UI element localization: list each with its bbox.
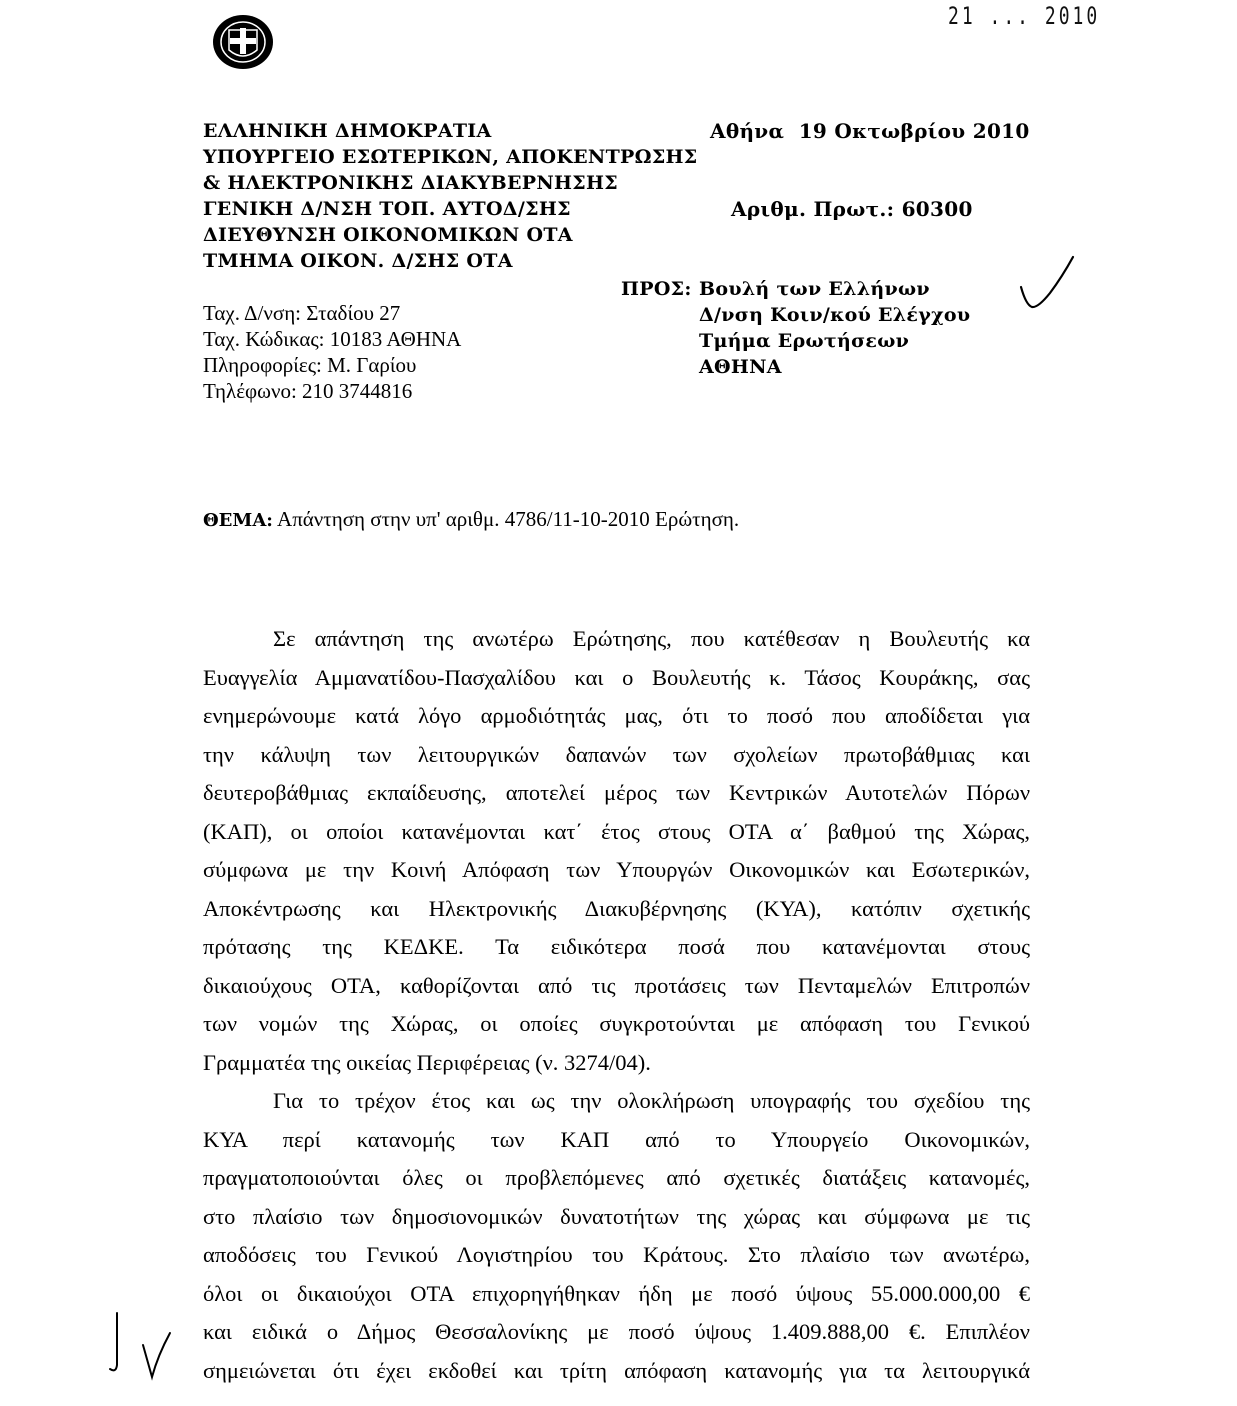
body-line: πρότασης της ΚΕΔΚΕ. Τα ειδικότερα ποσά που κατανέμονται στους xyxy=(203,934,1030,959)
contact-info-person: Πληροφορίες: Μ. Γαρίου xyxy=(203,353,417,377)
recipient-block xyxy=(621,276,970,380)
body-line: αποδόσεις του Γενικού Λογιστηρίου του Κράτους. Στο πλαίσιο των ανωτέρω, xyxy=(203,1242,1030,1267)
body-line: όλοι οι δικαιούχοι ΟΤΑ επιχορηγήθηκαν ήδη με ποσό ύψους 55.000.000,00 € xyxy=(203,1280,1030,1306)
sender-header xyxy=(203,118,698,274)
sender-line: ΔΙΕΥΘΥΝΣΗ ΟΙΚΟΝΟΜΙΚΩΝ ΟΤΑ xyxy=(203,224,573,246)
body-line: των νομών της Χώρας, οι οποίες συγκροτούνται με απόφαση του Γενικού xyxy=(203,1011,1030,1036)
contact-postal-code: Ταχ. Κώδικας: 10183 ΑΘΗΝΑ xyxy=(203,327,462,351)
subject-line xyxy=(203,507,739,532)
subject-label: ΘΕΜΑ: xyxy=(203,510,273,531)
recipient-line: ΑΘΗΝΑ xyxy=(699,356,782,378)
recipient-line: Βουλή των Ελλήνων xyxy=(699,278,930,300)
body-line: Ευαγγελία Αμμανατίδου-Πασχαλίδου και ο Βουλευτής κ. Τάσος Κουράκης, σας xyxy=(203,664,1030,690)
body-paragraph xyxy=(203,1082,1030,1390)
letter-body xyxy=(203,620,1030,1390)
body-paragraph xyxy=(203,620,1030,1082)
body-line: και ειδικά ο Δήμος Θεσσαλονίκης με ποσό ύψους 1.409.888,00 €. Επιπλέον xyxy=(203,1319,1030,1344)
document-date: Αθήνα 19 Οκτωβρίου 2010 xyxy=(710,119,1030,143)
contact-phone: Τηλέφωνο: 210 3744816 xyxy=(203,379,413,403)
sender-line: ΕΛΛΗΝΙΚΗ ΔΗΜΟΚΡΑΤΙΑ xyxy=(203,120,492,142)
greek-republic-emblem-icon xyxy=(208,10,278,70)
sender-line: ΓΕΝΙΚΗ Δ/ΝΣΗ ΤΟΠ. ΑΥΤΟΔ/ΣΗΣ xyxy=(203,198,571,220)
contact-address: Ταχ. Δ/νση: Σταδίου 27 xyxy=(203,301,401,325)
handwritten-checkmark-icon xyxy=(1010,255,1080,325)
body-line: δικαιούχους ΟΤΑ, καθορίζονται από τις προτάσεις των Πενταμελών Επιτροπών xyxy=(203,972,1030,998)
body-line: στο πλαίσιο των δημοσιονομικών δυνατοτήτων της χώρας και σύμφωνα με τις xyxy=(203,1203,1030,1229)
recipient-line: Δ/νση Κοιν/κού Ελέγχου xyxy=(699,304,971,326)
body-line: Για το τρέχον έτος και ως την ολοκλήρωση υπογραφής του σχεδίου της xyxy=(273,1088,1030,1113)
body-line: (ΚΑΠ), οι οποίοι κατανέμονται κατ΄ έτος στους ΟΤΑ α΄ βαθμού της Χώρας, xyxy=(203,818,1030,844)
body-line: Γραμματέα της οικείας Περιφέρειας (ν. 3274/04). xyxy=(203,1049,651,1075)
body-line: σημειώνεται ότι έχει εκδοθεί και τρίτη απόφαση κατανομής για τα λειτουργικά xyxy=(203,1357,1030,1383)
sender-line: & ΗΛΕΚΤΡΟΝΙΚΗΣ ΔΙΑΚΥΒΕΡΝΗΣΗΣ xyxy=(203,172,619,194)
body-line: ΚΥΑ περί κατανομής των ΚΑΠ από το Υπουργείο Οικονομικών, xyxy=(203,1126,1030,1152)
sender-line: ΥΠΟΥΡΓΕΙΟ ΕΣΩΤΕΡΙΚΩΝ, ΑΠΟΚΕΝΤΡΩΣΗΣ xyxy=(203,146,698,168)
subject-text: Απάντηση στην υπ' αριθμ. 4786/11-10-2010 Ερώτηση. xyxy=(272,507,740,531)
recipient-line: Τμήμα Ερωτήσεων xyxy=(699,330,910,352)
body-line: σύμφωνα με την Κοινή Απόφαση των Υπουργών Οικονομικών και Εσωτερικών, xyxy=(203,857,1030,882)
handwritten-margin-marks-icon xyxy=(100,1305,180,1385)
contact-details xyxy=(203,300,461,404)
sender-line: ΤΜΗΜΑ ΟΙΚΟΝ. Δ/ΣΗΣ ΟΤΑ xyxy=(203,250,513,272)
body-line: πραγματοποιούνται όλες οι προβλεπόμενες από σχετικές διατάξεις κατανομές, xyxy=(203,1165,1030,1190)
body-line: Σε απάντηση της ανωτέρω Ερώτησης, που κατέθεσαν η Βουλευτής κα xyxy=(273,626,1030,651)
body-line: Αποκέντρωσης και Ηλεκτρονικής Διακυβέρνησης (ΚΥΑ), κατόπιν σχετικής xyxy=(203,895,1030,921)
received-date-stamp: 21 ... 2010 xyxy=(948,2,1101,30)
body-line: ενημερώνουμε κατά λόγο αρμοδιότητάς μας, ότι το ποσό που αποδίδεται για xyxy=(203,703,1030,728)
protocol-number: Αριθμ. Πρωτ.: 60300 xyxy=(731,197,973,221)
body-line: την κάλυψη των λειτουργικών δαπανών των σχολείων πρωτοβάθμιας και xyxy=(203,741,1030,767)
recipient-label: ΠΡΟΣ: xyxy=(621,278,692,300)
body-line: δευτεροβάθμιας εκπαίδευσης, αποτελεί μέρος των Κεντρικών Αυτοτελών Πόρων xyxy=(203,780,1030,805)
